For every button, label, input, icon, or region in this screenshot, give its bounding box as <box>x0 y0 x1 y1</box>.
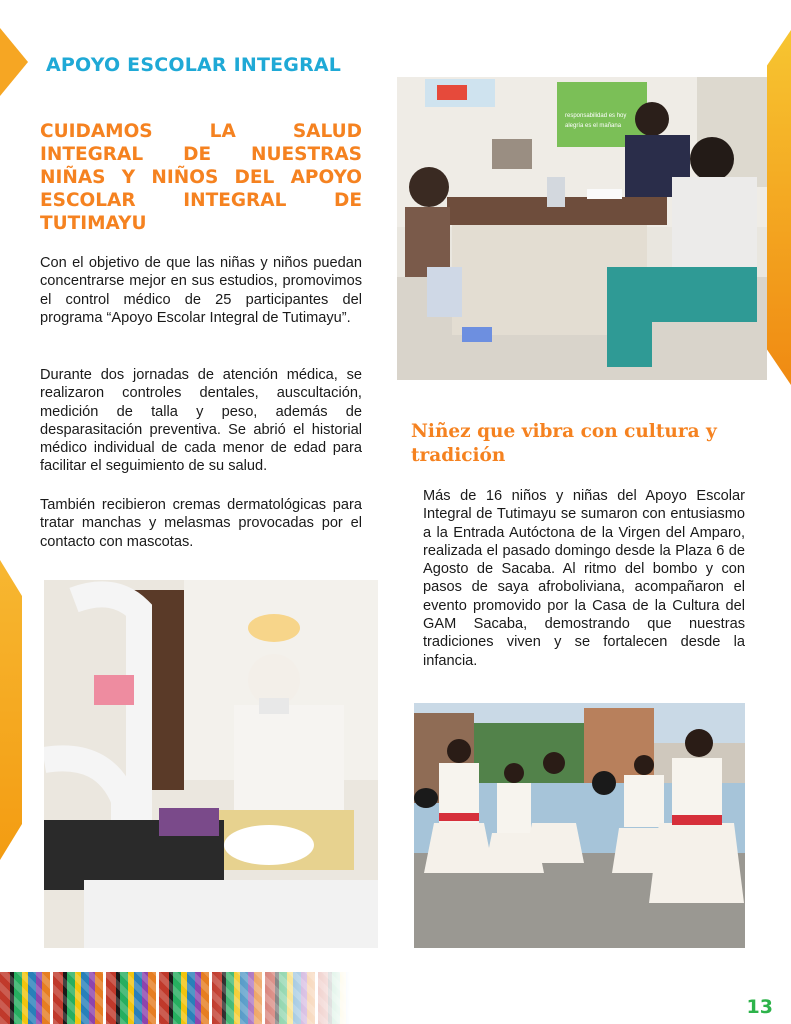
article-headline: CUIDAMOS LA SALUD INTEGRAL DE NUESTRAS NIÑAS Y NIÑOS DEL APOYO ESCOLAR INTEGRAL DE TUTIMAYU <box>40 121 362 234</box>
poster-text-1: responsabilidad es hoy <box>565 113 627 119</box>
page-number: 13 <box>746 996 773 1018</box>
article-paragraph-3: También recibieron cremas dermatológicas para tratar manchas y melasmas provocadas por el contacto con mascotas. <box>40 497 362 550</box>
aguayo-textile-strip <box>0 972 350 1024</box>
medical-checkup-photo <box>397 77 767 380</box>
article-2-headline: Niñez que vibra con cultura y tradición <box>411 421 717 466</box>
corner-triangle-top-left <box>0 28 28 96</box>
article-paragraph-2: Durante dos jornadas de atención médica, se realizaron controles dentales, auscultación, medición de talla y peso, además de desparasitación preventiva. Se abrió el historial médico individual de cada menor de edad para facilitar el seguimiento de su salud. <box>40 367 362 475</box>
cultural-parade-photo <box>414 703 745 948</box>
side-shape-left <box>0 560 22 860</box>
article-2-paragraph: Más de 16 niños y niñas del Apoyo Escolar Integral de Tutimayu se sumaron con entusiasmo a la Entrada Autóctona de la Virgen del Amparo, realizada el pasado domingo desde la Plaza 6 de Agosto de Sacaba. Al ritmo del bombo y con pasos de saya afroboliviana, acompañaron el evento promovido por la Casa de la Cultura del GAM Sacaba, demostrando que nuestras tradiciones viven y se fortalecen desde la infancia. <box>423 488 745 669</box>
side-shape-right <box>767 30 791 385</box>
poster-text-2: alegría es el mañana <box>565 123 622 129</box>
dental-checkup-photo <box>44 580 378 948</box>
article-paragraph-1: Con el objetivo de que las niñas y niños puedan concentrarse mejor en sus estudios, promovimos el control médico de 25 participantes del programa “Apoyo Escolar Integral de Tutimayu”. <box>40 255 362 326</box>
section-label: APOYO ESCOLAR INTEGRAL <box>46 54 342 76</box>
